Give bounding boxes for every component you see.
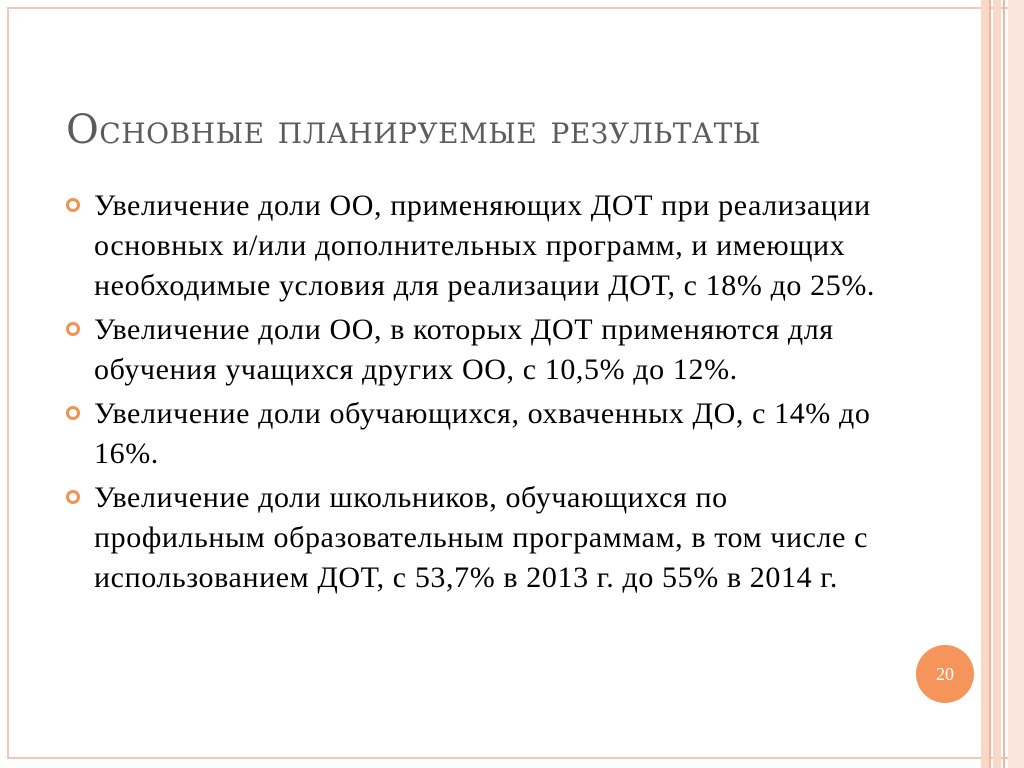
bullet-list: [66, 186, 896, 602]
ring-bullet-icon: [66, 490, 80, 504]
decorative-stripe: [1008, 0, 1024, 768]
bullet-text: Увеличение доли ОО, в которых ДОТ применяются для обучения учащихся других ОО, с 10,5% до 12%.: [94, 313, 834, 386]
decorative-stripe: [1003, 0, 1005, 768]
page-number: 20: [936, 663, 954, 684]
bullet-text: Увеличение доли обучающихся, охваченных ДО, с 14% до 16%.: [94, 397, 871, 470]
bullet-item: [66, 310, 896, 390]
decorative-stripe: [993, 0, 1001, 768]
bullet-item: [66, 186, 896, 306]
page-number-badge: [916, 645, 974, 703]
ring-bullet-icon: [66, 406, 80, 420]
bullet-text: Увеличение доли школьников, обучающихся по профильным образовательным программам, в том числе с использованием ДОТ, с 53,7% в 2013 г. до 55% в 2014 г.: [94, 481, 869, 594]
bullet-item: [66, 394, 896, 474]
decorative-stripe: [989, 0, 991, 768]
bullet-item: [66, 478, 896, 598]
ring-bullet-icon: [66, 198, 80, 212]
slide-title: Основные планируемые результаты: [66, 107, 761, 153]
ring-bullet-icon: [66, 322, 80, 336]
decorative-stripe: [981, 0, 989, 768]
bullet-text: Увеличение доли ОО, применяющих ДОТ при реализации основных и/или дополнительных программ, и имеющих необходимые условия для реализации ДОТ, с 18% до 25%.: [94, 189, 876, 302]
